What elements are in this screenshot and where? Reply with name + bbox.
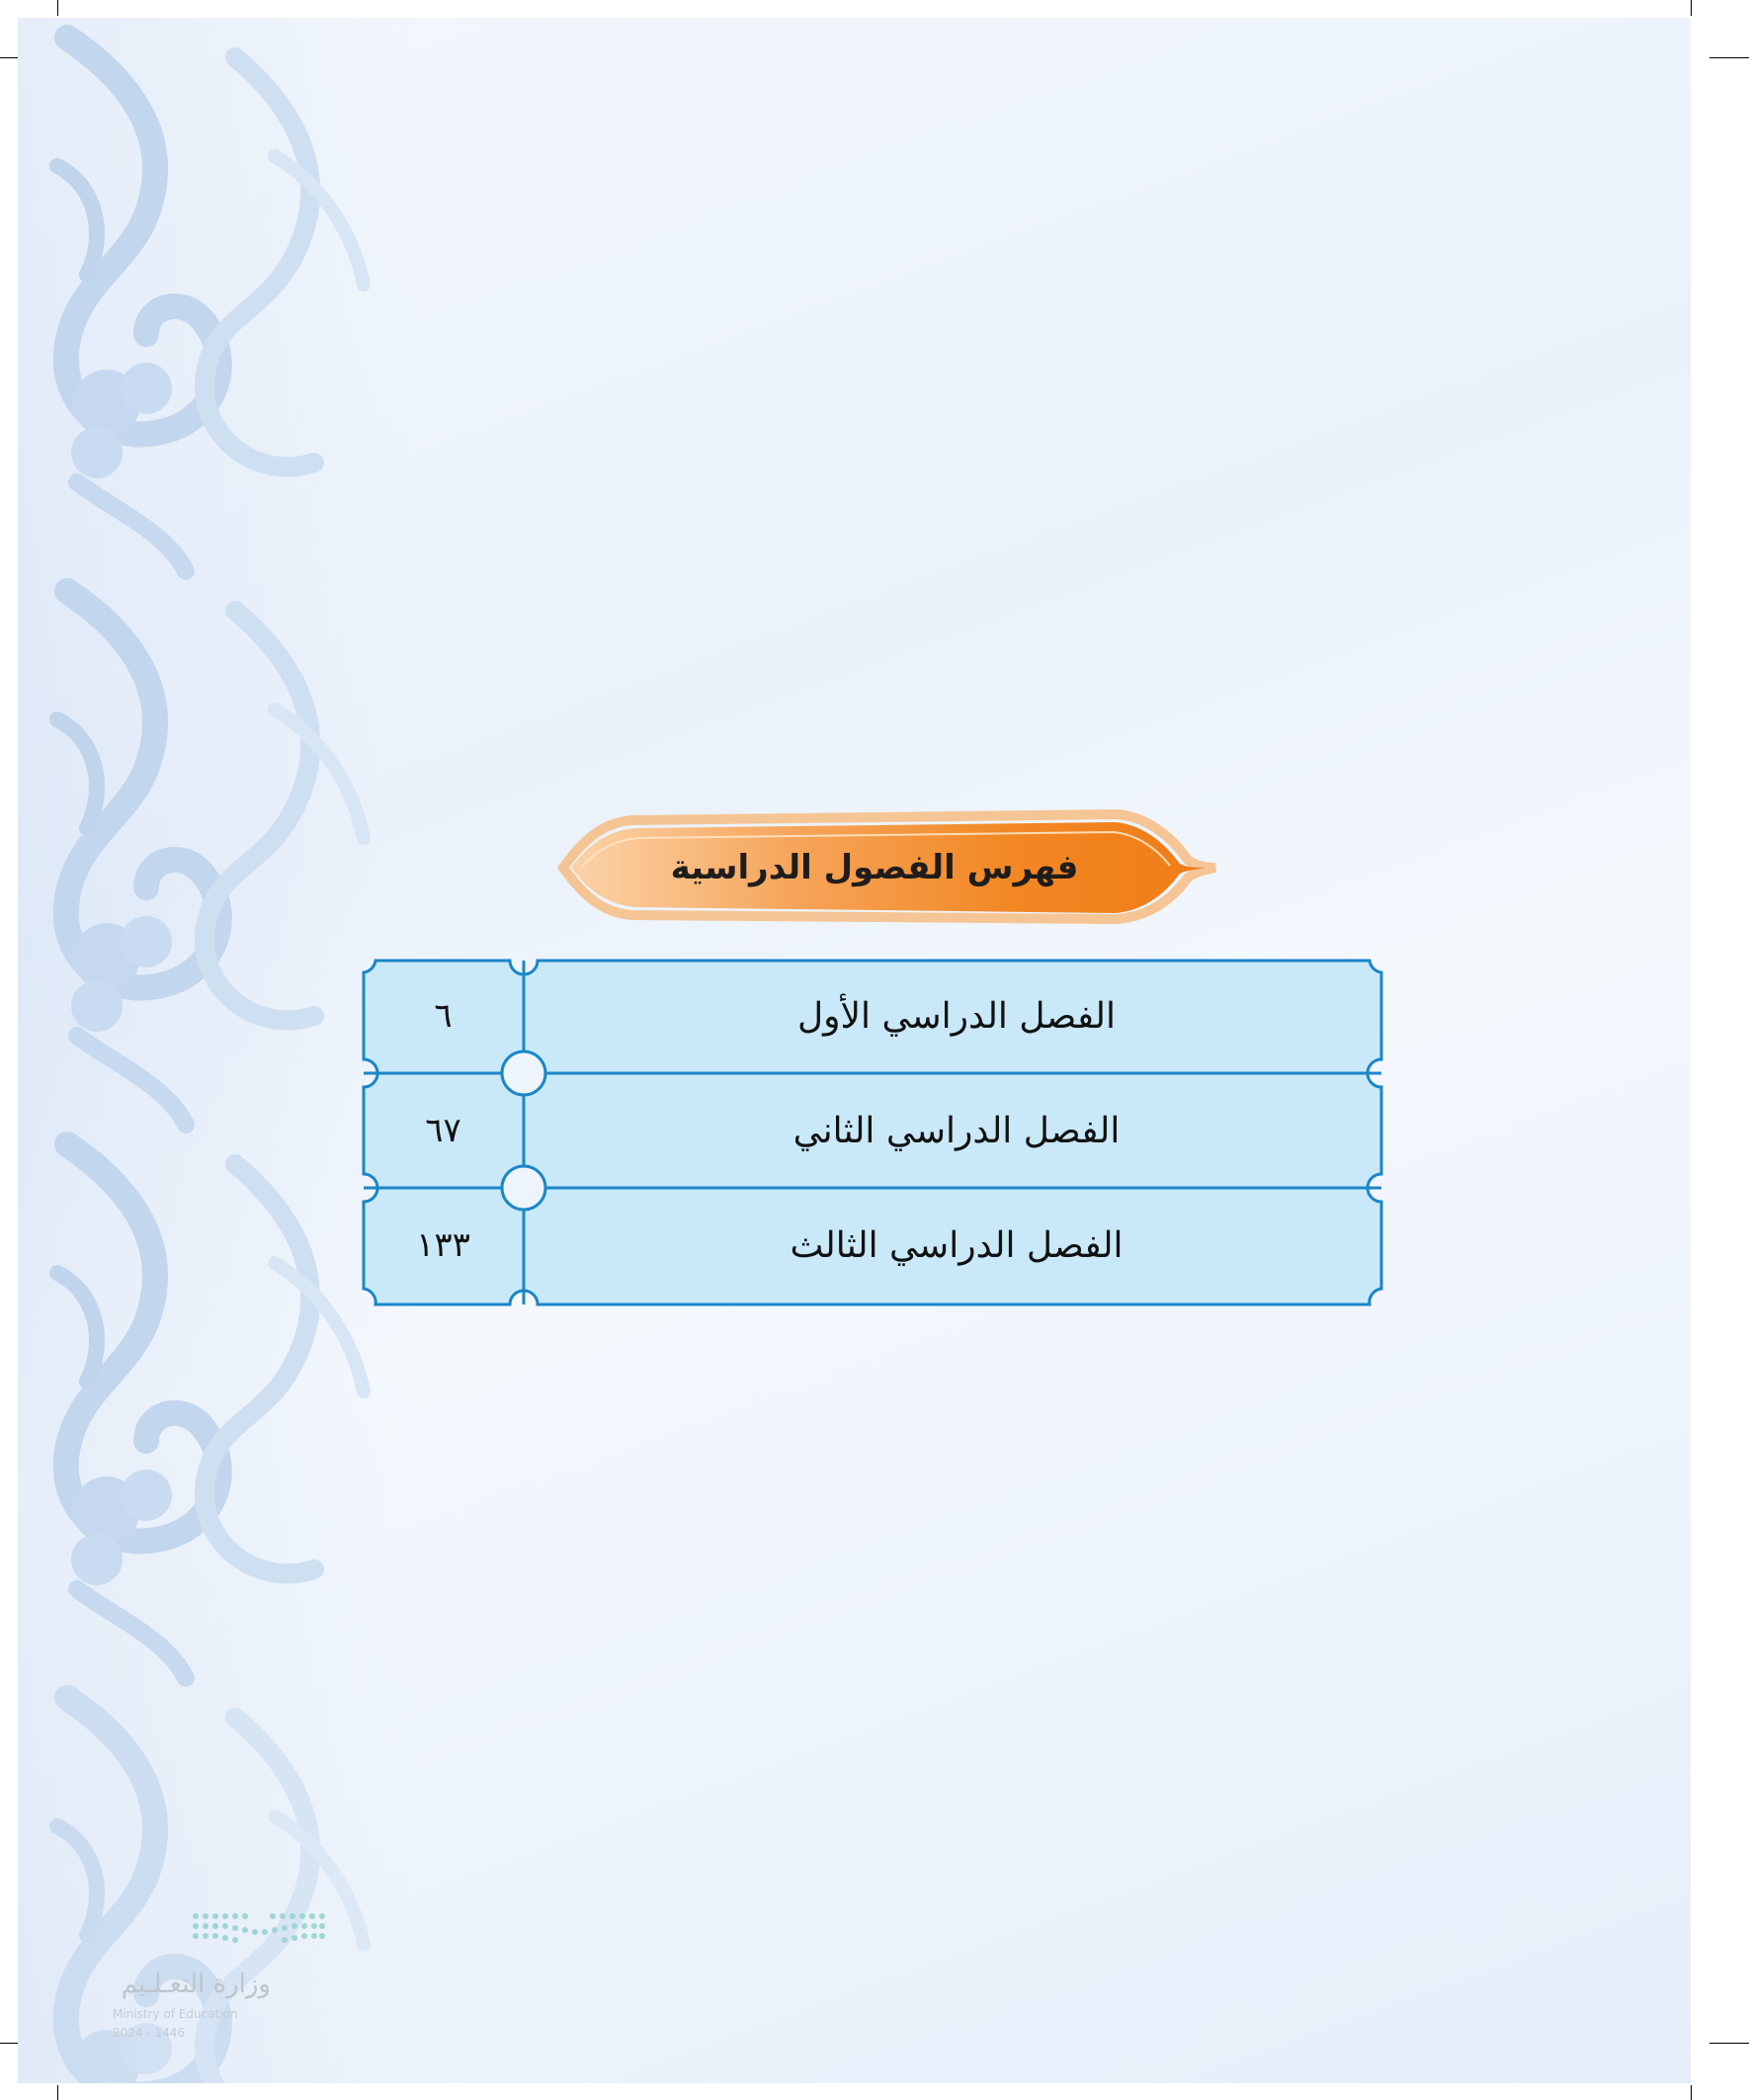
contents-row[interactable] <box>362 959 1383 1073</box>
crop-mark-top-left-v <box>57 0 58 16</box>
crop-mark-bottom-left-v <box>57 2085 58 2100</box>
crop-mark-top-right-h <box>1709 57 1749 58</box>
contents-row-title: الفصل الدراسي الثالث <box>790 1224 1124 1266</box>
ministry-logo-year: 2024 - 1446 <box>113 2026 186 2040</box>
crop-mark-bottom-right-v <box>1691 2085 1692 2100</box>
ministry-logo-arabic: وزارة التعـلـيم <box>121 1970 271 1999</box>
ministry-logo <box>113 1910 350 2078</box>
ministry-logo-english: Ministry of Education <box>113 2007 238 2021</box>
ministry-logo-icon <box>190 1910 338 1950</box>
page-title: فهرس الفصول الدراسية <box>670 847 1079 887</box>
contents-row-title: الفصل الدراسي الثاني <box>792 1110 1121 1151</box>
contents-row-page: ٦٧ <box>425 1111 461 1150</box>
crop-mark-top-right-v <box>1691 0 1692 16</box>
contents-row-page: ١٣٣ <box>416 1225 470 1265</box>
crop-mark-bottom-right-h <box>1709 2043 1749 2044</box>
contents-table <box>362 959 1383 1306</box>
contents-row-title: الفصل الدراسي الأول <box>796 995 1117 1037</box>
contents-row-page: ٦ <box>434 996 453 1036</box>
contents-row[interactable] <box>362 1073 1383 1188</box>
contents-row[interactable] <box>362 1188 1383 1302</box>
